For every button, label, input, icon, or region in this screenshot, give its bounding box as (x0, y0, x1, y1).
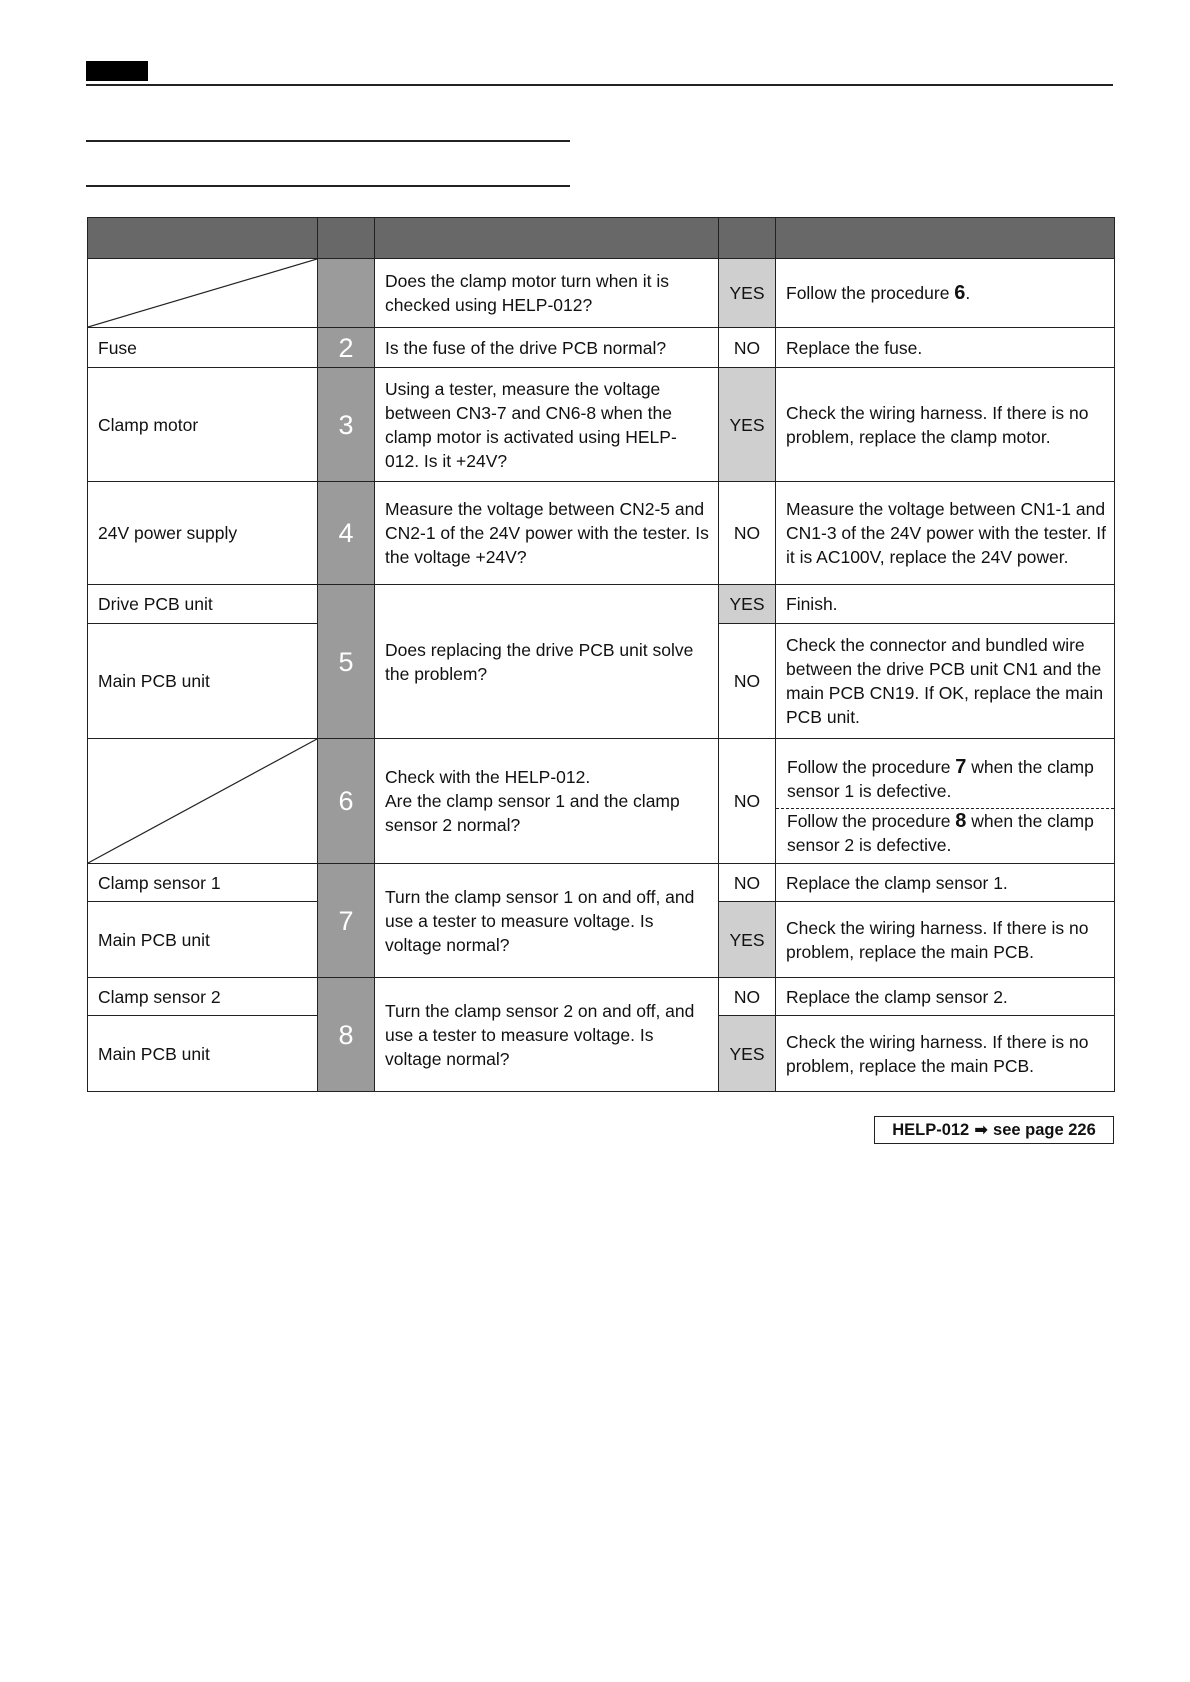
help-page-text: see page 226 (993, 1120, 1096, 1139)
remedy-text (776, 746, 1114, 808)
table-row (88, 585, 1115, 624)
remedy-text: Check the wiring harness. If there is no problem, replace the main PCB. (776, 1016, 1115, 1092)
cause-cell-empty (88, 739, 318, 864)
procedure-link-number[interactable]: 8 (955, 809, 967, 832)
troubleshooting-table (87, 217, 1115, 1092)
step-number: 2 (318, 328, 375, 368)
procedure-link-number[interactable]: 6 (954, 282, 966, 304)
result-yes: YES (719, 585, 776, 624)
cause-text: Main PCB unit (88, 902, 318, 978)
remedy-split-cell (776, 739, 1115, 864)
remedy-text: Measure the voltage between CN1-1 and CN1-3 of the 24V power with the tester. If it is AC100V, replace the 24V power. (776, 482, 1115, 585)
result-no: NO (719, 864, 776, 902)
result-no: NO (719, 328, 776, 368)
procedure-link-number[interactable]: 7 (955, 755, 967, 778)
cause-text: Clamp sensor 2 (88, 978, 318, 1016)
step-number (318, 259, 375, 328)
cause-text: Main PCB unit (88, 624, 318, 739)
check-text: Is the fuse of the drive PCB normal? (375, 328, 719, 368)
cause-text: 24V power supply (88, 482, 318, 585)
remedy-text-part: Follow the procedure (787, 756, 956, 777)
diagonal-line (88, 739, 317, 863)
remedy-text-part: Follow the procedure (787, 810, 956, 831)
check-text (375, 739, 719, 864)
result-yes: YES (719, 1016, 776, 1092)
section-title-underline (86, 140, 570, 142)
result-no: NO (719, 978, 776, 1016)
result-yes: YES (719, 368, 776, 482)
table-row (88, 368, 1115, 482)
table-row (88, 259, 1115, 328)
result-yes: YES (719, 902, 776, 978)
table-header-row (88, 218, 1115, 259)
remedy-text: Replace the clamp sensor 2. (776, 978, 1115, 1016)
table-row (88, 864, 1115, 902)
remedy-text: Check the wiring harness. If there is no problem, replace the main PCB. (776, 902, 1115, 978)
section-subtitle-underline (86, 185, 570, 187)
cause-text: Clamp sensor 1 (88, 864, 318, 902)
check-text: Does the clamp motor turn when it is checked using HELP-012? (375, 259, 719, 328)
table-row (88, 482, 1115, 585)
step-number: 4 (318, 482, 375, 585)
table-row (88, 978, 1115, 1016)
right-arrow-icon: ➡ (974, 1121, 989, 1139)
check-text-line: Check with the HELP-012. (385, 767, 591, 787)
remedy-text-part: . (965, 283, 971, 303)
check-text-line: Are the clamp sensor 1 and the clamp sensor 2 normal? (385, 791, 680, 835)
remedy-text (776, 259, 1115, 328)
header-remedy (776, 218, 1115, 259)
header-yesno (719, 218, 776, 259)
table-row (88, 328, 1115, 368)
help-code: HELP-012 (892, 1120, 970, 1139)
cause-text: Drive PCB unit (88, 585, 318, 624)
header-check (375, 218, 719, 259)
step-number: 8 (318, 978, 375, 1092)
remedy-text: Replace the clamp sensor 1. (776, 864, 1115, 902)
result-no: NO (719, 482, 776, 585)
remedy-text-part: Follow the procedure (786, 283, 955, 303)
result-no: NO (719, 739, 776, 864)
table-row (88, 739, 1115, 864)
remedy-text (776, 808, 1114, 857)
remedy-text-part: when the clamp sensor 2 is defective. (787, 810, 1094, 855)
remedy-text: Replace the fuse. (776, 328, 1115, 368)
step-number: 6 (318, 739, 375, 864)
header-cause (88, 218, 318, 259)
step-number: 5 (318, 585, 375, 739)
help-reference-box[interactable] (874, 1116, 1114, 1144)
result-no: NO (719, 624, 776, 739)
remedy-text: Check the connector and bundled wire between the drive PCB unit CN1 and the main PCB CN19. If OK, replace the main PCB unit. (776, 624, 1115, 739)
check-text: Measure the voltage between CN2-5 and CN2-1 of the 24V power with the tester. Is the voltage +24V? (375, 482, 719, 585)
remedy-text: Check the wiring harness. If there is no problem, replace the clamp motor. (776, 368, 1115, 482)
page-tab-marker (86, 61, 148, 81)
remedy-text-part: when the clamp sensor 1 is defective. (787, 756, 1094, 801)
result-yes: YES (719, 259, 776, 328)
cause-text: Fuse (88, 328, 318, 368)
cause-text: Main PCB unit (88, 1016, 318, 1092)
remedy-text: Finish. (776, 585, 1115, 624)
check-text: Does replacing the drive PCB unit solve the problem? (375, 585, 719, 739)
header-step (318, 218, 375, 259)
check-text: Turn the clamp sensor 2 on and off, and use a tester to measure voltage. Is voltage normal? (375, 978, 719, 1092)
step-number: 3 (318, 368, 375, 482)
check-text: Turn the clamp sensor 1 on and off, and use a tester to measure voltage. Is voltage normal? (375, 864, 719, 978)
cause-text: Clamp motor (88, 368, 318, 482)
check-text: Using a tester, measure the voltage between CN3-7 and CN6-8 when the clamp motor is activated using HELP-012. Is it +24V? (375, 368, 719, 482)
header-rule (86, 84, 1113, 86)
cause-cell-empty (88, 259, 318, 328)
step-number: 7 (318, 864, 375, 978)
diagonal-line (88, 259, 317, 327)
